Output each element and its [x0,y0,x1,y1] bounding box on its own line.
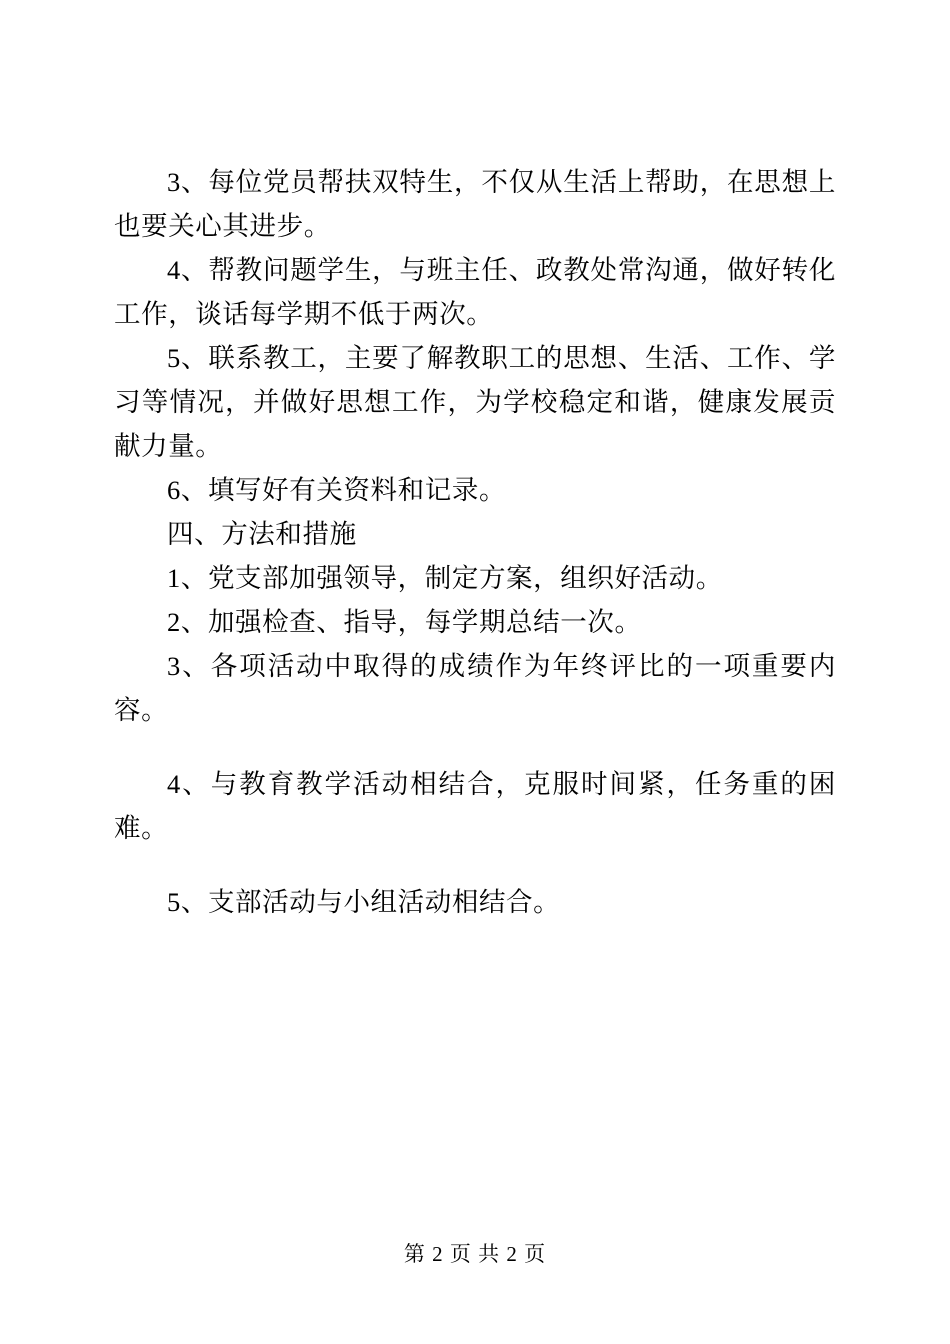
paragraph: 5、联系教工，主要了解教职工的思想、生活、工作、学习等情况，并做好思想工作，为学校稳定和谐，健康发展贡献力量。 [114,343,836,461]
document-body [114,160,836,924]
paragraph: 6、填写好有关资料和记录。 [167,475,507,505]
paragraph: 2、加强检查、指导，每学期总结一次。 [167,607,642,637]
paragraph: 4、帮教问题学生，与班主任、政教处常沟通，做好转化工作，谈话每学期不低于两次。 [114,255,836,329]
paragraph: 4、与教育教学活动相结合，克服时间紧，任务重的困难。 [114,769,836,843]
paragraph: 1、党支部加强领导，制定方案，组织好活动。 [167,563,723,593]
paragraph: 3、每位党员帮扶双特生，不仅从生活上帮助，在思想上也要关心其进步。 [114,167,836,241]
section-heading: 四、方法和措施 [167,519,357,549]
paragraph: 5、支部活动与小组活动相结合。 [167,887,561,917]
paragraph: 3、各项活动中取得的成绩作为年终评比的一项重要内容。 [114,651,836,725]
page-footer: 第 2 页 共 2 页 [403,1242,547,1266]
